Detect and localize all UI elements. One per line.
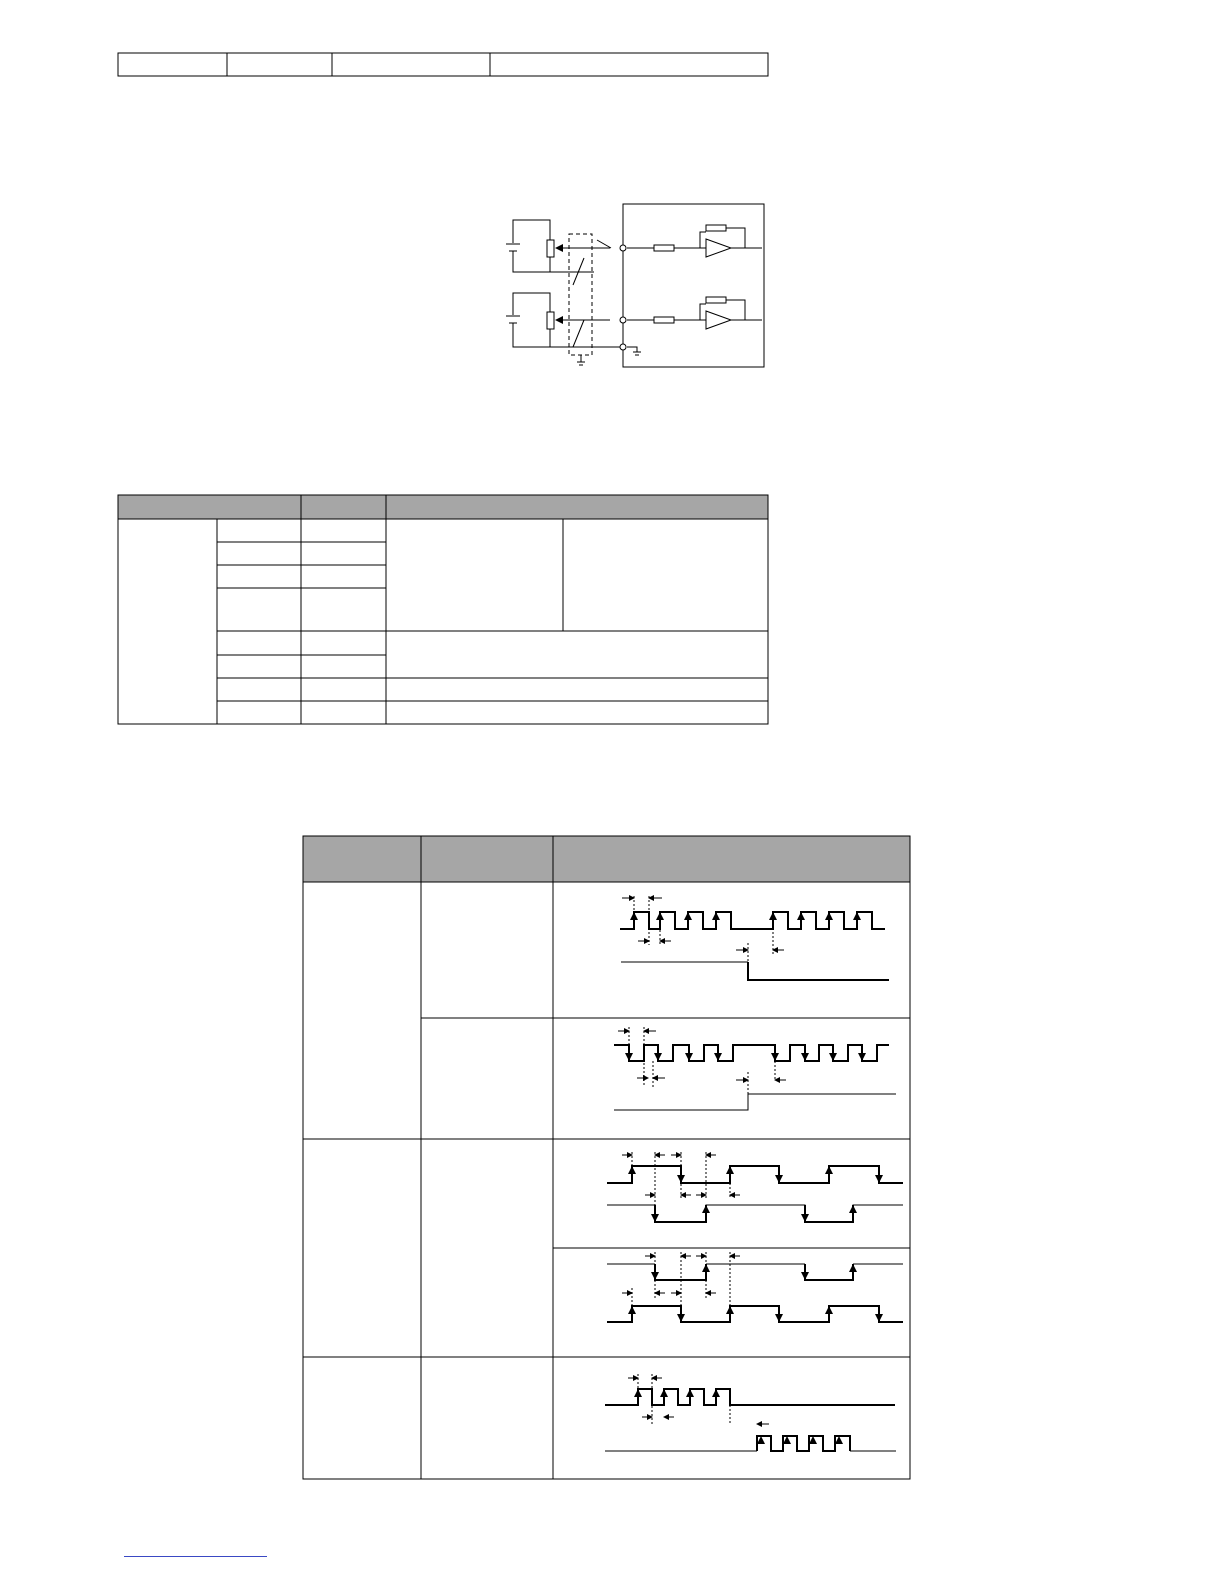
waveform-cw-ccw-pulse (605, 1374, 896, 1451)
waveform-quadrature-forward (607, 1152, 903, 1222)
waveform-pulse-direction-negative (614, 1027, 896, 1110)
waveform-pulse-direction-positive (620, 896, 889, 980)
footer-link[interactable] (124, 1556, 267, 1557)
waveform-quadrature-reverse (607, 1252, 903, 1322)
